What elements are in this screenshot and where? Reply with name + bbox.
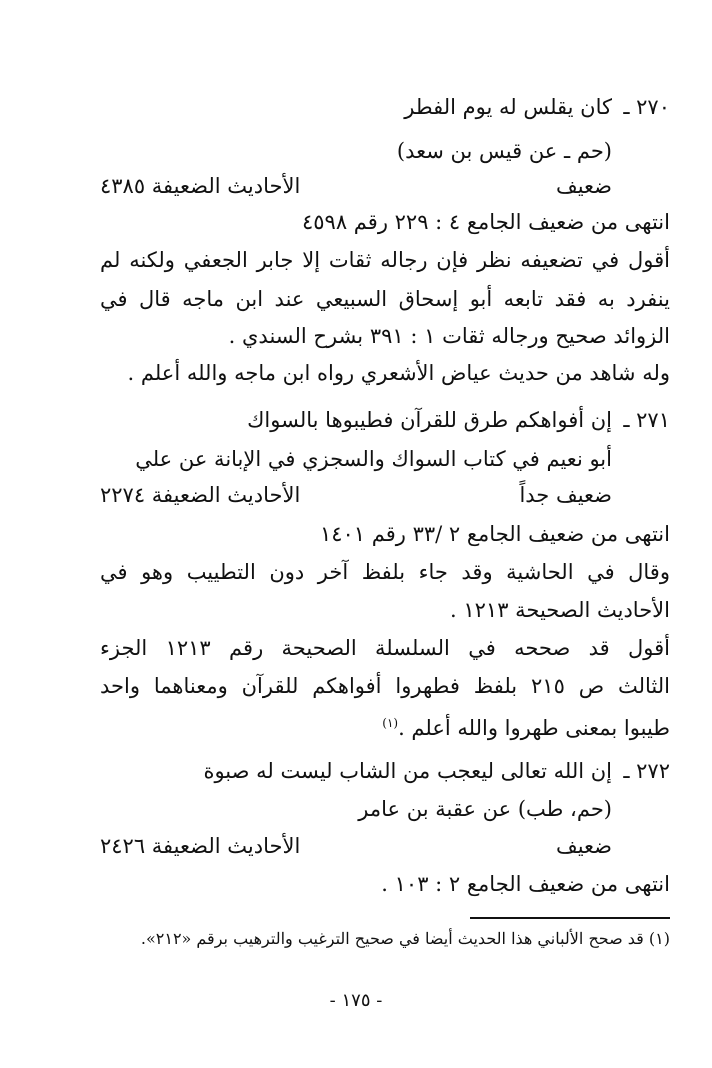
note-line: وله شاهد من حديث عياض الأشعري رواه ابن ماجه والله أعلم .: [127, 361, 670, 385]
entry-number: ٢٧١ ـ: [623, 408, 670, 432]
entry-number: ٢٧٢ ـ: [623, 759, 670, 783]
hadith-reference: (حم، طب) عن عقبة بن عامر: [358, 797, 612, 821]
hadith-text: إن الله تعالى ليعجب من الشاب ليست له صبوة: [203, 759, 612, 783]
entry-number: ٢٧٠ ـ: [623, 95, 670, 119]
hadith-grade: ضعيف: [555, 834, 612, 858]
note-line: وقال في الحاشية وقد جاء بلفظ آخر دون التطييب وهو في: [100, 560, 670, 584]
note-line: طيبوا بمعنى طهروا والله أعلم .: [398, 716, 670, 740]
note-line: انتهى من ضعيف الجامع ٢ /٣٣ رقم ١٤٠١: [319, 522, 670, 546]
hadith-grade: ضعيف: [555, 174, 612, 198]
footnote: (١) قد صحح الألباني هذا الحديث أيضا في صحيح الترغيب والترهيب برقم «٢١٢».: [140, 929, 670, 948]
note-line: انتهى من ضعيف الجامع ٢ : ١٠٣ .: [381, 872, 670, 896]
hadith-source: الأحاديث الضعيفة ٤٣٨٥: [100, 174, 301, 198]
hadith-reference: (حم ـ عن قيس بن سعد): [396, 139, 612, 163]
footnote-divider: [470, 917, 670, 919]
hadith-text: إن أفواهكم طرق للقرآن فطيبوها بالسواك: [247, 408, 612, 432]
note-line: الزوائد صحيح ورجاله ثقات ١ : ٣٩١ بشرح السندي .: [228, 324, 670, 348]
note-line: أقول قد صححه في السلسلة الصحيحة رقم ١٢١٣ الجزء: [100, 636, 670, 660]
note-line: انتهى من ضعيف الجامع ٤ : ٢٢٩ رقم ٤٥٩٨: [302, 210, 670, 234]
hadith-source: الأحاديث الضعيفة ٢٤٢٦: [100, 834, 301, 858]
hadith-grade: ضعيف جداً: [519, 483, 612, 507]
footnote-marker: (١): [382, 716, 399, 730]
note-line: الأحاديث الصحيحة ١٢١٣ .: [450, 598, 670, 622]
hadith-source: الأحاديث الضعيفة ٢٢٧٤: [100, 483, 301, 507]
note-line: أقول في تضعيفه نظر فإن رجاله ثقات إلا جابر الجعفي ولكنه لم: [100, 248, 670, 272]
page-number: - ١٧٥ -: [329, 990, 383, 1011]
hadith-reference: أبو نعيم في كتاب السواك والسجزي في الإبانة عن علي: [135, 447, 612, 471]
note-line-with-footnote: [100, 708, 670, 738]
note-line: ينفرد به فقد تابعه أبو إسحاق السبيعي عند ابن ماجه قال في: [100, 287, 670, 311]
hadith-text: كان يقلس له يوم الفطر: [404, 95, 612, 119]
note-line: الثالث ص ٢١٥ بلفظ فطهروا أفواهكم للقرآن ومعناهما واحد: [100, 674, 670, 698]
